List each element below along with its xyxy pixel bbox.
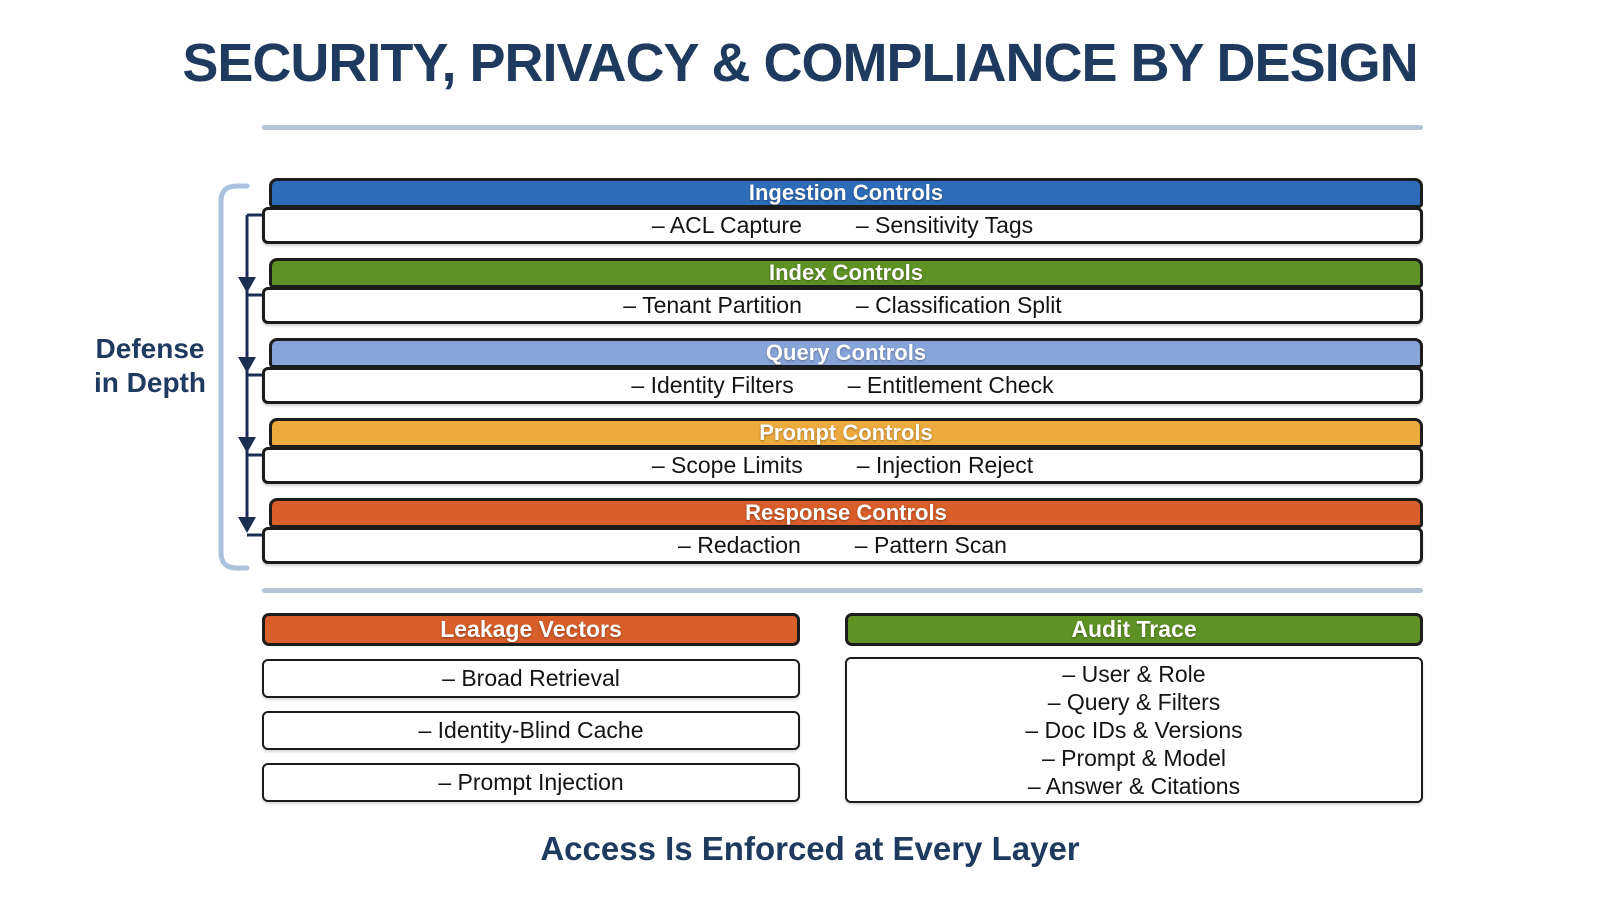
layer-header: Prompt Controls xyxy=(269,418,1423,448)
audit-trace-item: – User & Role xyxy=(1062,661,1206,687)
layer-item: – Tenant Partition xyxy=(623,292,802,318)
defense-in-depth-line1: Defense xyxy=(95,333,205,364)
audit-trace-item: – Doc IDs & Versions xyxy=(1025,717,1243,743)
leakage-vectors-panel xyxy=(262,613,800,802)
audit-trace-header: Audit Trace xyxy=(845,613,1423,646)
control-layers xyxy=(262,178,1423,578)
leakage-vector-label: – Identity-Blind Cache xyxy=(418,717,644,743)
layer-query-controls xyxy=(262,338,1423,404)
leakage-vector-label: – Broad Retrieval xyxy=(442,665,620,691)
layer-item: – Injection Reject xyxy=(856,452,1034,478)
layer-body xyxy=(262,207,1423,244)
layer-item: – Entitlement Check xyxy=(847,372,1054,398)
layer-item: – Identity Filters xyxy=(631,372,794,398)
defense-in-depth-line2: in Depth xyxy=(94,367,206,398)
audit-trace-item: – Answer & Citations xyxy=(1027,773,1241,799)
layer-item: – Pattern Scan xyxy=(854,532,1007,558)
layer-header: Query Controls xyxy=(269,338,1423,368)
footer-caption: Access Is Enforced at Every Layer xyxy=(540,830,1080,867)
layer-body xyxy=(262,287,1423,324)
layer-header: Ingestion Controls xyxy=(269,178,1423,208)
down-arrowheads xyxy=(238,277,256,533)
audit-trace-item: – Prompt & Model xyxy=(1041,745,1227,771)
audit-trace-panel xyxy=(845,613,1423,803)
layer-ingestion-controls xyxy=(262,178,1423,244)
layer-item: – Redaction xyxy=(678,532,801,558)
leakage-vector-label: – Prompt Injection xyxy=(438,769,624,795)
leakage-vector-item xyxy=(262,763,800,802)
layer-body xyxy=(262,447,1423,484)
layer-item: – Scope Limits xyxy=(651,452,803,478)
layer-body xyxy=(262,367,1423,404)
leakage-vectors-header: Leakage Vectors xyxy=(262,613,800,646)
leakage-vector-item xyxy=(262,711,800,750)
audit-trace-item: – Query & Filters xyxy=(1047,689,1221,715)
layer-index-controls xyxy=(262,258,1423,324)
top-divider xyxy=(262,125,1423,130)
audit-trace-list xyxy=(845,657,1423,803)
leakage-vector-item xyxy=(262,659,800,698)
layer-item: – Classification Split xyxy=(855,292,1062,318)
layer-prompt-controls xyxy=(262,418,1423,484)
layer-item: – ACL Capture xyxy=(651,212,802,238)
layer-response-controls xyxy=(262,498,1423,564)
flow-lines xyxy=(247,215,263,535)
slide-title: SECURITY, PRIVACY & COMPLIANCE BY DESIGN xyxy=(182,33,1418,93)
mid-divider xyxy=(262,588,1423,593)
layer-body xyxy=(262,527,1423,564)
layer-header: Response Controls xyxy=(269,498,1423,528)
layer-item: – Sensitivity Tags xyxy=(855,212,1034,238)
layer-header: Index Controls xyxy=(269,258,1423,288)
defense-in-depth-label xyxy=(55,332,245,400)
